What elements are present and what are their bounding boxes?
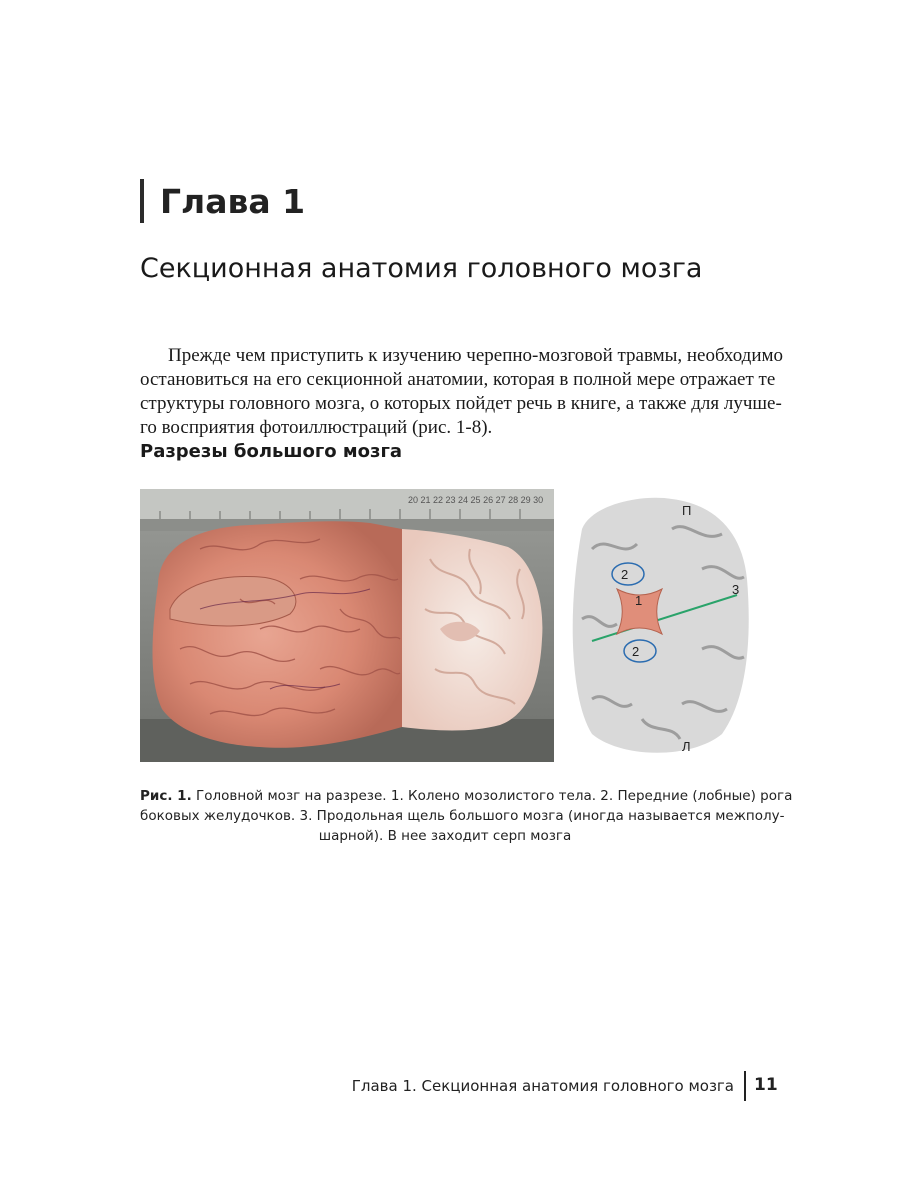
label-2-lower: 2 <box>632 644 640 659</box>
intro-line: го восприятия фотоиллюстраций (рис. 1-8). <box>140 417 493 438</box>
brain-section-diagram <box>562 489 755 762</box>
page-footer <box>0 1071 900 1101</box>
caption-text: Головной мозг на разрезе. 1. Колено мозолистого тела. 2. Передние (лобные) рога <box>191 788 793 804</box>
intro-line: Прежде чем приступить к изучению черепно-мозговой травмы, необходимо <box>168 345 784 366</box>
caption-label: Рис. 1. <box>140 788 192 804</box>
ruler-numbers: 20 21 22 23 24 25 26 27 28 29 30 <box>408 495 544 505</box>
label-3: 3 <box>732 582 740 597</box>
label-bottom-letter: Л <box>682 739 691 754</box>
chapter-accent-bar <box>140 179 144 223</box>
intro-paragraph <box>140 344 784 440</box>
intro-line: остановиться на его секционной анатомии, которая в полной мере отражает те <box>140 369 776 390</box>
footer-divider <box>744 1071 746 1101</box>
figure-caption <box>140 786 793 846</box>
label-top-letter: П <box>682 503 692 518</box>
caption-line: боковых желудочков. 3. Продольная щель большого мозга (иногда называется межполу- <box>140 808 785 824</box>
label-1: 1 <box>635 593 643 608</box>
caption-line <box>140 786 793 806</box>
label-2-upper: 2 <box>621 567 629 582</box>
subheading: Разрезы большого мозга <box>140 441 403 462</box>
running-title: Глава 1. Секционная анатомия головного мозга <box>351 1077 734 1095</box>
caption-line: шарной). В нее заходит серп мозга <box>318 828 572 844</box>
chapter-title: Глава 1 <box>160 182 306 221</box>
page-number: 11 <box>754 1075 778 1095</box>
section-title: Секционная анатомия головного мозга <box>140 253 703 284</box>
intro-line: структуры головного мозга, о которых пойдет речь в книге, а также для лучше- <box>140 393 782 414</box>
brain-section-photo <box>140 489 554 762</box>
